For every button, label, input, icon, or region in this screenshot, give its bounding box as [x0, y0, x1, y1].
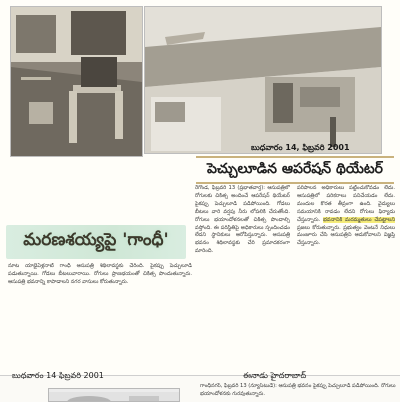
hospital-room-photo [10, 6, 143, 157]
article-column-2-tail: ప్రజలు కోరుతున్నారు. ప్రభుత్వం వెంటనే నిధులు మంజూరు చేసి ఆసుపత్రిని ఆదుకోవాలని విజ్ఞప్తి చేస్తున్నారు. [297, 224, 395, 247]
headline-operation-theatre: పెచ్చులూడిన ఆపరేషన్ థియేటర్ [196, 156, 394, 184]
article-column-2 [297, 185, 395, 360]
bottom-source: ఈనాడు హైదరాబాద్ [243, 371, 307, 380]
damaged-ceiling-photo [144, 6, 382, 154]
article-column-2-text: పరిపాలన అధికారులు పట్టించుకోవడం లేదు. ఆసుపత్రిలో పరికరాలు పనిచేయడం లేదు. మందుల కొరత తీవ్రంగా ఉంది. వైద్యులు సమయానికి రావడం లేదని రోగులు ఫిర్యాదు చేస్తున్నారు. [297, 185, 395, 223]
lower-article-text: గాంధీనగర్, ఫిబ్రవరి 13 (న్యూస్‌టుడే): ఆసుపత్రి భవనం పైకప్పు పెచ్చులూడి పడిపోయింది. రోగులు భయాందోళనకు గురవుతున్నారు. [200, 383, 396, 397]
headline-gandhi: మరణశయ్యపై 'గాంధీ' [23, 230, 169, 250]
article-column-1: రేగొండ, ఫిబ్రవరి 13 (ప్రభాతవార్త): ఆసుపత్రిలో రోగులకు చికిత్స అందించే ఆపరేషన్ థియేటర్ పైకప్పు పెచ్చులూడి పడిపోయింది. గోడలు బీటలు వారి వర్షపు నీరు లోపలికి చేరుతోంది. రోగులు భయాందోళనలతో చికిత్స పొందాల్సి వస్తోంది. ఈ పరిస్థితిపై అధికారులు స్పందించడం లేదని స్థానికులు ఆరోపిస్తున్నారు. ఆసుపత్రి భవనం శిథిలావస్థకు చేరి ప్రమాదకరంగా మారింది. [195, 185, 290, 255]
highlighted-phrase: భవనానికి మరమ్మతులు చేపట్టాలని [323, 216, 395, 223]
gandhi-article-text: నూట యాభైఏళ్లనాటి గాంధీ ఆసుపత్రి శిథిలావస్థకు చేరింది. పైకప్పు పెచ్చులూడి పడుతున్నాయి. గోడలు బీటలువారాయి. రోగులు ప్రాణభయంతో చికిత్స పొందుతున్నారు. ఆసుపత్రి భవనాన్ని కాపాడాలని నగర వాసులు కోరుతున్నారు. [8, 263, 192, 285]
headline-banner [6, 225, 186, 259]
top-dateline: బుధవారం 14, ఫిబ్రవరి 2001 [251, 143, 350, 152]
bottom-dateline: బుధవారం 14 ఫిబ్రవరి 2001 [12, 371, 104, 380]
